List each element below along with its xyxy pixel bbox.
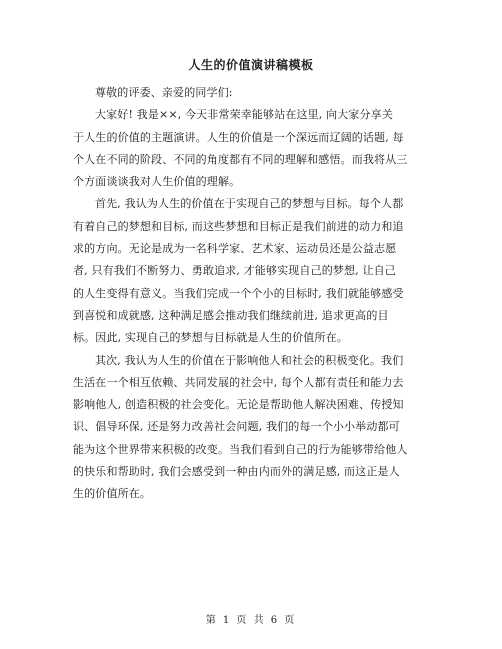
text-line: 到喜悦和成就感, 这种满足感会推动我们继续前进, 追求更高的目: [73, 308, 389, 322]
text-line: 于人生的价值的主题演讲。人生的价值是一个深远而辽阔的话题, 每: [73, 130, 404, 144]
text-line: 能为这个世界带来积极的改变。当我们看到自己的行为能够带给他人: [73, 442, 408, 456]
text-line: 其次, 我认为人生的价值在于影响他人和社会的积极变化。我们: [95, 353, 404, 367]
text-line: 个人在不同的阶段、不同的角度都有不同的理解和感悟。而我将从三: [73, 152, 408, 166]
text-line: 大家好! 我是××, 今天非常荣幸能够站在这里, 向大家分享关: [95, 108, 393, 122]
text-line: 标。因此, 实现自己的梦想与目标就是人生的价值所在。: [73, 331, 348, 345]
document-body: [73, 82, 430, 506]
text-line: 生活在一个相互依赖、共同发展的社会中, 每个人都有责任和能力去: [73, 375, 404, 389]
text-line: 生的价值所在。: [73, 487, 152, 501]
text-line: 有着自己的梦想和目标, 而这些梦想和目标正是我们前进的动力和追: [73, 219, 404, 233]
text-line: 的人生变得有意义。当我们完成一个个小的目标时, 我们就能够感受: [73, 286, 404, 300]
text-line: 求的方向。无论是成为一名科学家、艺术家、运动员还是公益志愿: [73, 242, 397, 256]
text-line: 个方面谈谈我对人生价值的理解。: [73, 175, 241, 189]
text-line: 尊敬的评委、亲爱的同学们:: [95, 86, 233, 99]
text-line: 的快乐和帮助时, 我们会感受到一种由内而外的满足感, 而这正是人: [73, 465, 400, 479]
text-line: 者, 只有我们不断努力、勇敢追求, 才能够实现自己的梦想, 让自己: [73, 264, 396, 278]
page-number-footer: 第 1 页 共 6 页: [205, 615, 297, 626]
text-line: 识、倡导环保, 还是努力改善社会问题, 我们的每一个小小举动都可: [73, 420, 400, 434]
text-line: 首先, 我认为人生的价值在于实现自己的梦想与目标。每个人都: [95, 197, 404, 211]
document-title: 人生的价值演讲稿模板: [188, 58, 314, 72]
text-line: 影响他人, 创造积极的社会变化。无论是帮助他人解决困难、传授知: [73, 398, 404, 412]
